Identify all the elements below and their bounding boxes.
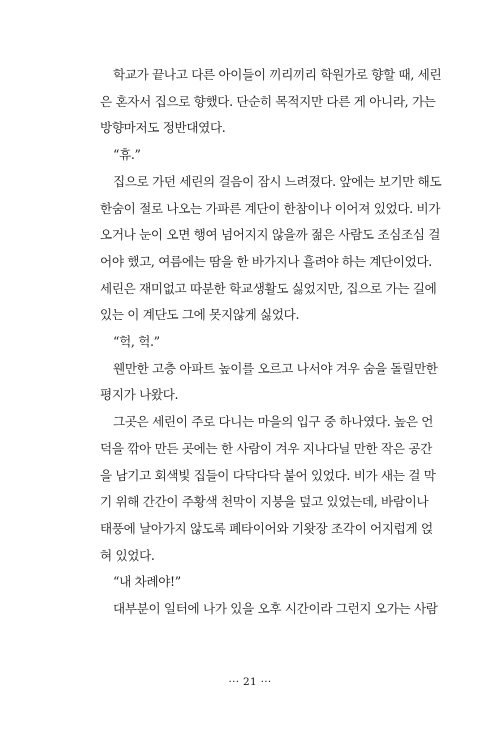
narration-paragraph bbox=[100, 169, 452, 329]
dialogue-paragraph bbox=[100, 329, 452, 356]
dialogue-paragraph bbox=[100, 142, 452, 169]
text-line: 덕을 깎아 만든 곳에는 한 사람이 겨우 지나다닐 만한 작은 공간 bbox=[100, 440, 432, 456]
narration-paragraph bbox=[100, 409, 452, 569]
narration-paragraph bbox=[100, 596, 452, 623]
text-line: 학교가 끝나고 다른 아이들이 끼리끼리 학원가로 향할 때, 세린 bbox=[113, 67, 442, 82]
body-text bbox=[100, 62, 452, 623]
text-line: 평지가 나왔다. bbox=[100, 387, 179, 403]
text-line: 있는 이 계단도 그에 못지않게 싫었다. bbox=[100, 307, 300, 323]
text-line: 대부분이 일터에 나가 있을 오후 시간이라 그런지 오가는 사람 bbox=[113, 601, 438, 617]
dialogue-paragraph bbox=[100, 569, 452, 596]
text-line: “헉, 헉.” bbox=[113, 334, 160, 350]
text-line: 은 혼자서 집으로 향했다. 단순히 목적지만 다른 게 아니라, 가는 bbox=[100, 93, 436, 109]
text-line: 어야 했고, 여름에는 땀을 한 바가지나 흘려야 하는 계단이었다. bbox=[100, 253, 432, 269]
narration-paragraph bbox=[100, 356, 452, 409]
text-line: 한숨이 절로 나오는 가파른 계단이 한참이나 이어져 있었다. 비가 bbox=[100, 200, 441, 216]
text-line: 기 위해 간간이 주황색 천막이 지붕을 덮고 있었는데, 바람이나 bbox=[100, 494, 429, 510]
text-line: 을 남기고 회색빛 집들이 다닥다닥 붙어 있었다. 비가 새는 걸 막 bbox=[100, 467, 436, 483]
text-line: 세린은 재미없고 따분한 학교생활도 싫었지만, 집으로 가는 길에 bbox=[100, 280, 437, 296]
text-line: 혀 있었다. bbox=[100, 547, 155, 563]
text-line: 태풍에 날아가지 않도록 폐타이어와 기왓장 조각이 어지럽게 얹 bbox=[100, 520, 433, 536]
text-line: 집으로 가던 세린의 걸음이 잠시 느려졌다. 앞에는 보기만 해도 bbox=[113, 173, 442, 189]
narration-paragraph bbox=[100, 62, 452, 142]
text-line: 오거나 눈이 오면 행여 넘어지지 않을까 젊은 사람도 조심조심 걸 bbox=[100, 227, 441, 243]
text-line: 그곳은 세린이 주로 다니는 마을의 입구 중 하나였다. 높은 언 bbox=[113, 414, 434, 430]
text-line: 웬만한 고층 아파트 높이를 오르고 나서야 겨우 숨을 돌릴만한 bbox=[113, 360, 438, 376]
page-number: ··· 21 ··· bbox=[228, 676, 272, 688]
text-line: “내 차례야!” bbox=[113, 574, 181, 590]
text-line: “휴.” bbox=[113, 147, 141, 163]
text-line: 방향마저도 정반대였다. bbox=[100, 120, 226, 136]
